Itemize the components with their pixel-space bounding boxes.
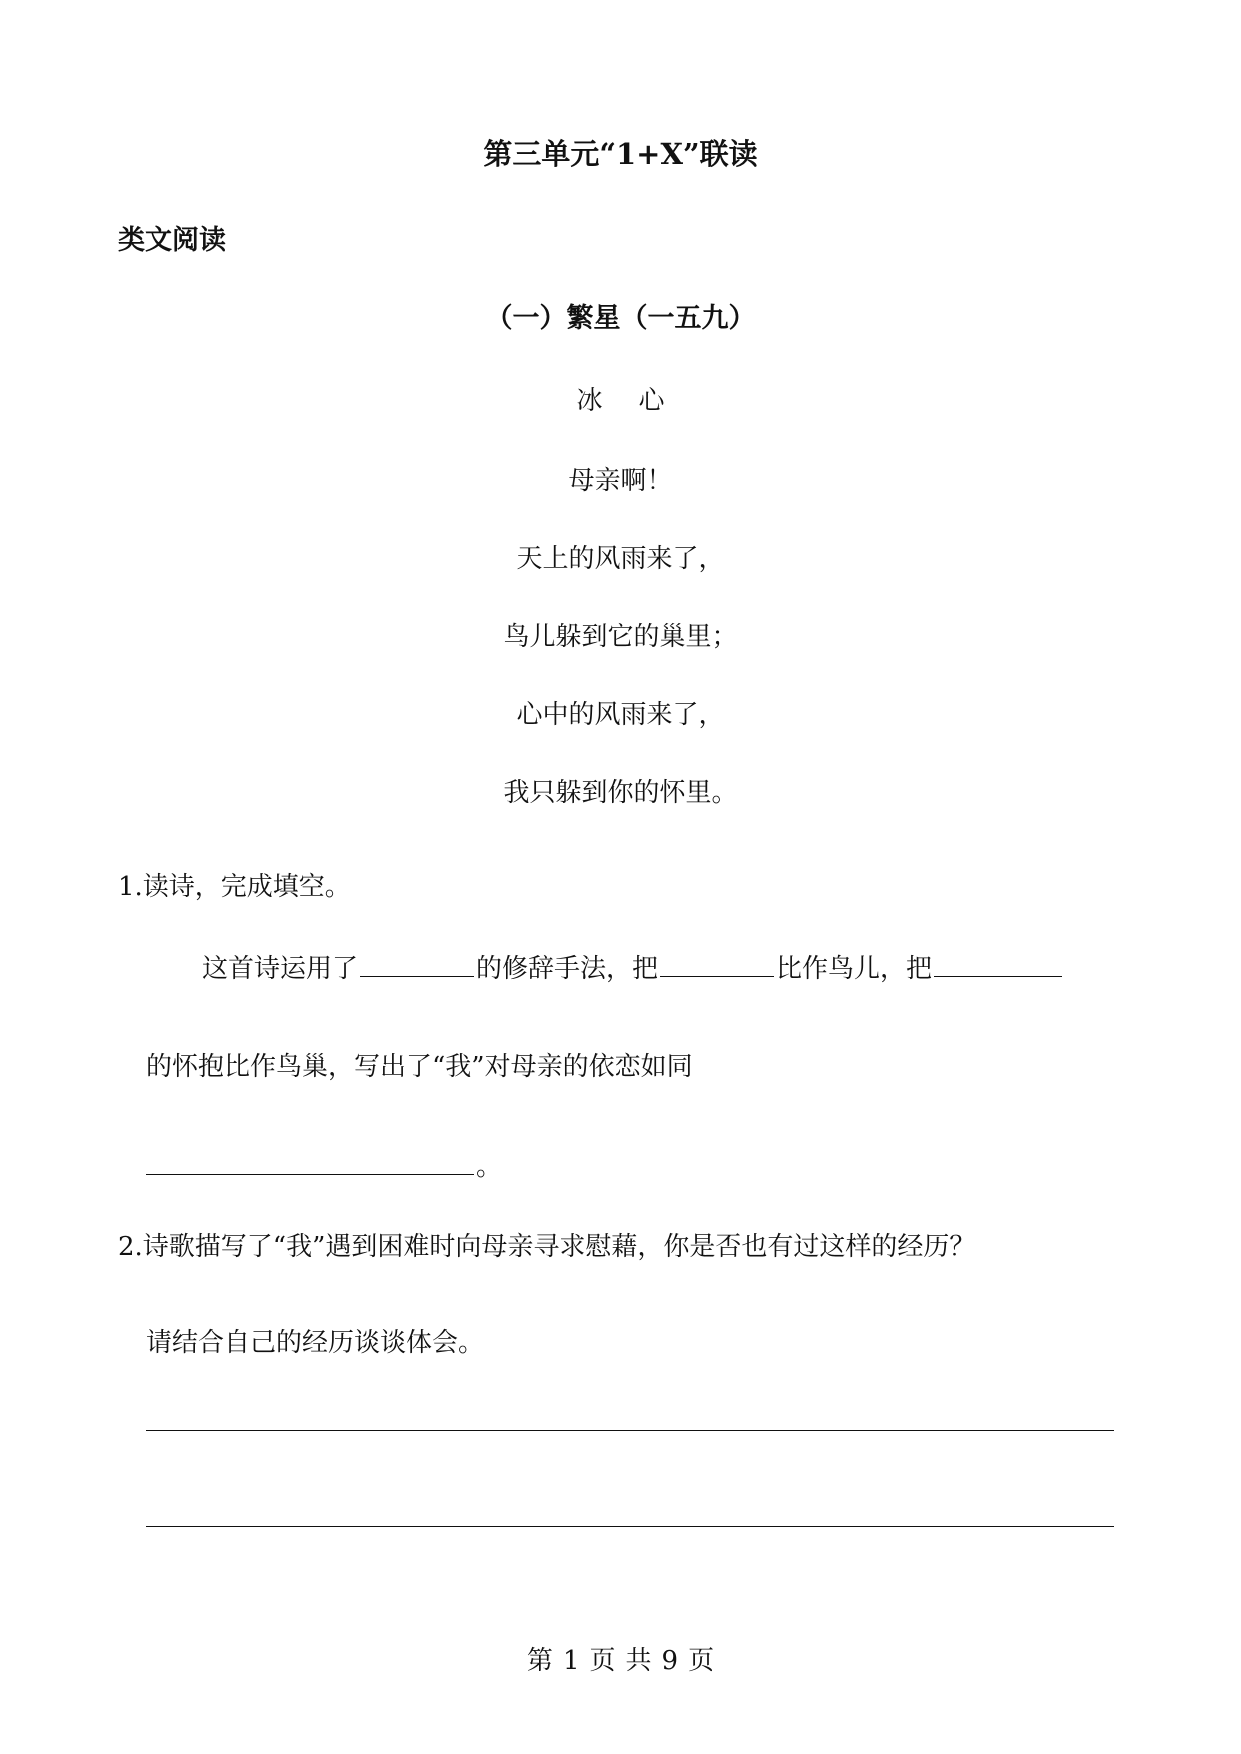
question-1-line-2: 的怀抱比作鸟巢，写出了“我”对母亲的依恋如同 <box>146 1052 693 1082</box>
poem-line-3: 鸟儿躲到它的巢里； <box>503 622 738 652</box>
q1-text-end: 。 <box>476 1152 503 1182</box>
document-title: 第三单元“1+X”联读 <box>483 137 758 171</box>
poem-line-5: 我只躲到你的怀里。 <box>503 778 738 808</box>
q1-blank-subject[interactable] <box>660 950 774 977</box>
poem-line-1: 母亲啊！ <box>568 466 673 496</box>
footer-word-di: 第 <box>526 1646 553 1676</box>
page-footer <box>0 1640 1241 1677</box>
poem-title: （一）繁星（一五九） <box>485 303 756 334</box>
footer-page-number: 1 <box>562 1646 580 1676</box>
q1-text-b: 的修辞手法，把 <box>476 954 659 984</box>
q1-blank-rhetoric[interactable] <box>360 950 474 977</box>
question-2-prompt-cont: 请结合自己的经历谈谈体会。 <box>146 1328 485 1358</box>
question-2-prompt: 2.诗歌描写了“我”遇到困难时向母亲寻求慰藉，你是否也有过这样的经历？ <box>118 1232 976 1262</box>
footer-word-gong: 共 <box>625 1646 652 1676</box>
question-1-prompt: 1.读诗，完成填空。 <box>118 872 351 902</box>
poem-line-2: 天上的风雨来了， <box>516 544 725 574</box>
poem-line-4: 心中的风雨来了， <box>516 700 725 730</box>
q1-text-a: 这首诗运用了 <box>202 954 359 984</box>
question-1-line-3 <box>146 1146 502 1183</box>
poem-author <box>0 380 1241 417</box>
answer-line-1[interactable] <box>146 1430 1114 1431</box>
question-1-line-1 <box>202 948 1064 985</box>
footer-word-ye-2: 页 <box>688 1646 715 1676</box>
footer-total-pages: 9 <box>661 1646 679 1676</box>
author-char-2: 心 <box>638 386 665 416</box>
q1-blank-simile[interactable] <box>146 1148 474 1175</box>
section-heading: 类文阅读 <box>118 225 226 256</box>
author-char-1: 冰 <box>576 386 603 416</box>
q1-blank-embrace[interactable] <box>934 950 1062 977</box>
answer-line-2[interactable] <box>146 1526 1114 1527</box>
q1-text-c: 比作鸟儿，把 <box>776 954 933 984</box>
footer-word-ye: 页 <box>589 1646 616 1676</box>
